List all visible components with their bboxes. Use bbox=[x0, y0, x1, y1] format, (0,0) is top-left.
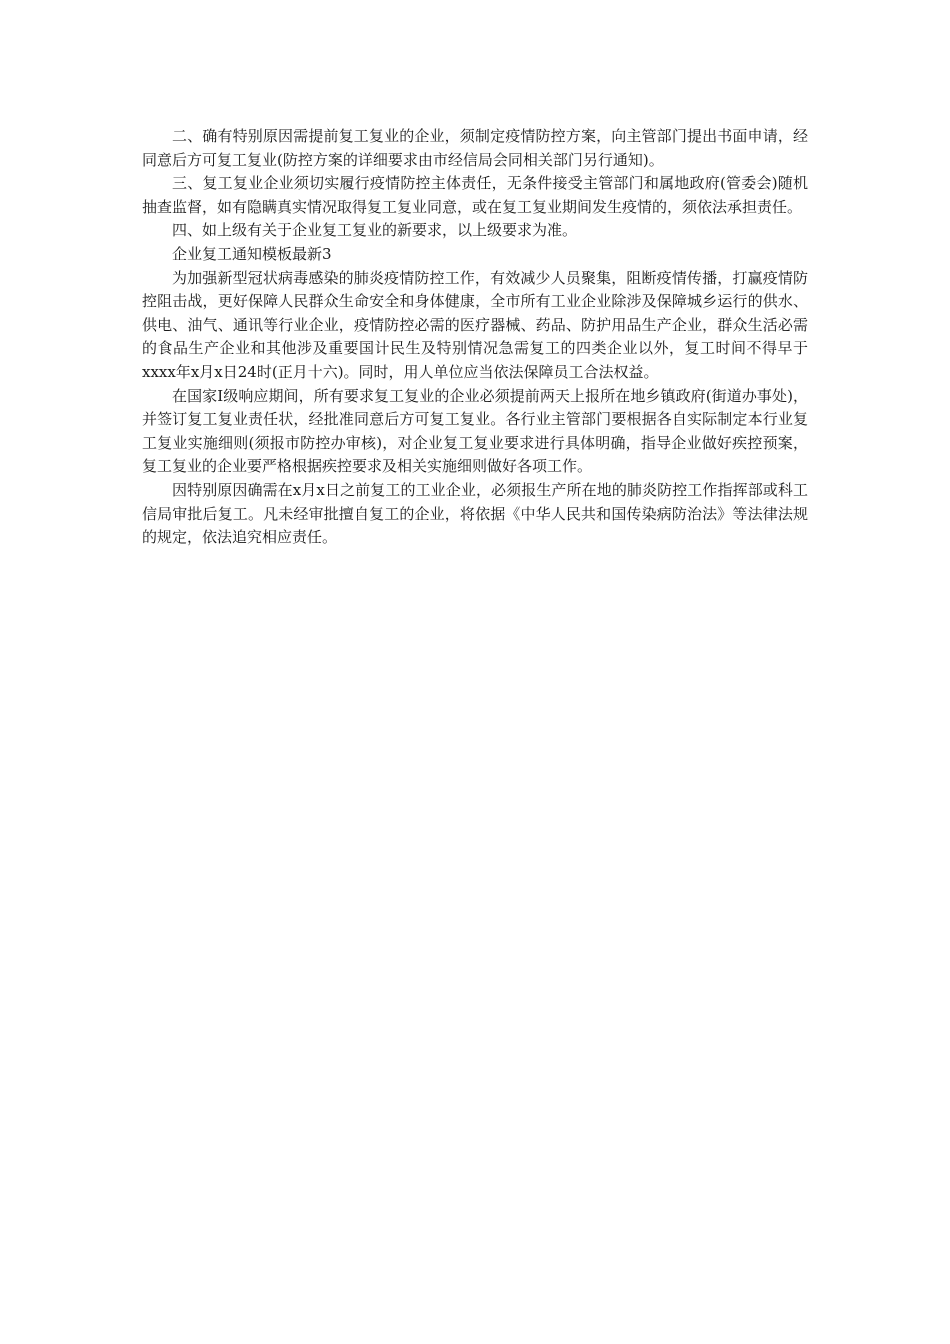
section-title: 企业复工通知模板最新3 bbox=[172, 244, 332, 263]
section-paragraph-3: 因特别原因确需在x月x日之前复工的工业企业，必须报生产所在地的肺炎防控工作指挥部或科工信局审批后复工。凡未经审批擅自复工的企业，将依据《中华人民共和国传染病防治法》等法律法规的规定，依法追究相应责任。 bbox=[142, 480, 808, 547]
paragraph-item-3: 三、复工复业企业须切实履行疫情防控主体责任，无条件接受主管部门和属地政府(管委会)随机抽查监督，如有隐瞒真实情况取得复工复业同意，或在复工复业期间发生疫情的，须依法承担责任。 bbox=[142, 174, 808, 216]
paragraph-item-4: 四、如上级有关于企业复工复业的新要求，以上级要求为准。 bbox=[172, 221, 578, 240]
paragraph-item-2: 二、确有特别原因需提前复工复业的企业，须制定疫情防控方案，向主管部门提出书面申请，经同意后方可复工复业(防控方案的详细要求由市经信局会同相关部门另行通知)。 bbox=[142, 127, 808, 169]
section-paragraph-1: 为加强新型冠状病毒感染的肺炎疫情防控工作，有效减少人员聚集，阻断疫情传播，打赢疫情防控阻击战，更好保障人民群众生命安全和身体健康，全市所有工业企业除涉及保障城乡运行的供水、供电、油气、通讯等行业企业，疫情防控必需的医疗器械、药品、防护用品生产企业，群众生活必需的食品生产企业和其他涉及重要国计民生及特别情况急需复工的四类企业以外，复工时间不得早于xxxx年x月x日24时(正月十六)。同时，用人单位应当依法保障员工合法权益。 bbox=[142, 268, 808, 381]
document-body bbox=[142, 125, 808, 550]
section-paragraph-2: 在国家Ⅰ级响应期间，所有要求复工复业的企业必须提前两天上报所在地乡镇政府(街道办事处)，并签订复工复业责任状，经批准同意后方可复工复业。各行业主管部门要根据各自实际制定本行业复工复业实施细则(须报市防控办审核)，对企业复工复业要求进行具体明确，指导企业做好疾控预案，复工复业的企业要严格根据疾控要求及相关实施细则做好各项工作。 bbox=[142, 386, 808, 476]
